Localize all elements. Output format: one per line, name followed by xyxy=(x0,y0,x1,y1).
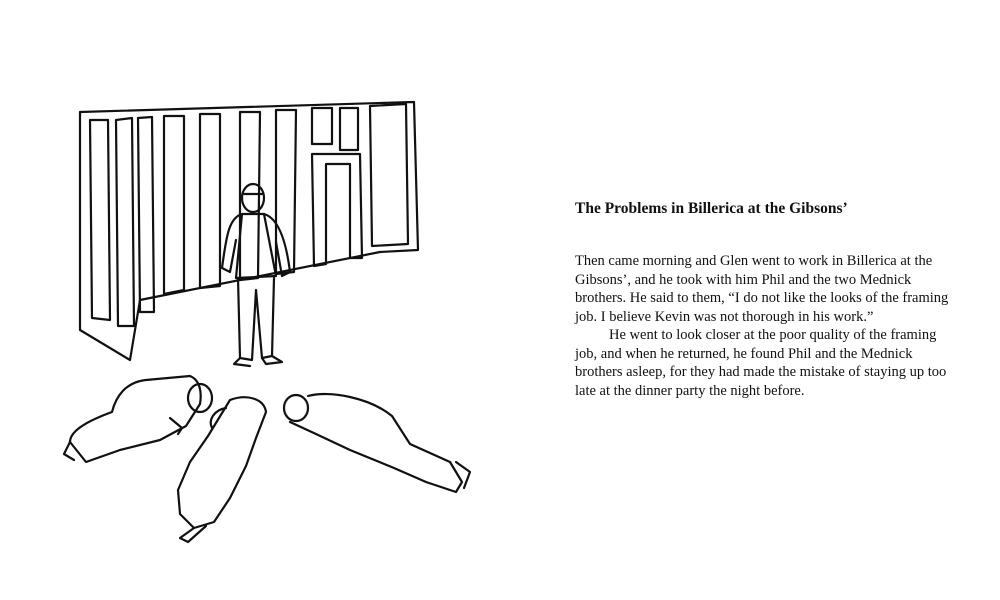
story-title: The Problems in Billerica at the Gibsons’ xyxy=(575,200,848,217)
standing-man-figure xyxy=(222,184,290,366)
wall-framing xyxy=(80,102,418,360)
line-drawing-illustration xyxy=(50,90,510,550)
story-text-column xyxy=(575,200,950,400)
story-paragraph-2: He went to look closer at the poor quality of the framing job, and when he returned, he found Phil and the Mednick brothers asleep, for they had made the mistake of staying up too late at the dinner party the night before. xyxy=(575,327,947,399)
sleeping-figure-left xyxy=(64,376,212,462)
story-paragraph-1: Then came morning and Glen went to work in Billerica at the Gibsons’, and he took with him Phil and the two Mednick brothers. He said to them, “I do not like the looks of the framing job. I believe Kevin was not thorough in his work.” xyxy=(575,253,949,325)
sleeping-figure-right xyxy=(284,394,470,492)
